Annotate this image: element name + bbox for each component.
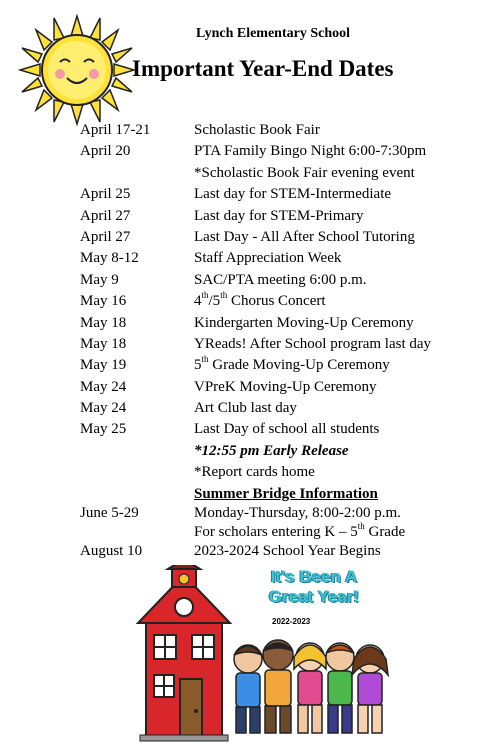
summer-bridge-heading: Summer Bridge Information xyxy=(194,485,378,502)
schedule-row xyxy=(80,377,480,398)
schedule-row xyxy=(80,521,480,541)
sun-smiley-icon xyxy=(18,14,136,126)
schedule-row xyxy=(80,248,480,269)
schedule-date: April 25 xyxy=(80,186,131,203)
schedule-date: May 24 xyxy=(80,378,127,395)
kids-group-icon xyxy=(234,640,388,733)
schedule-event: Scholastic Book Fair xyxy=(194,122,320,138)
schedule-row xyxy=(80,462,480,483)
year-range-label: 2022-2023 xyxy=(272,617,311,626)
schedule-event: SAC/PTA meeting 6:00 p.m. xyxy=(194,271,367,288)
schedule-row xyxy=(80,291,480,312)
schedule-date: May 25 xyxy=(80,421,127,438)
schedule-event: 4th/5th Chorus Concert xyxy=(194,290,326,310)
page-title: Important Year-End Dates xyxy=(132,56,394,81)
report-cards-note: *Report cards home xyxy=(194,464,315,481)
schedule-row xyxy=(80,141,480,162)
school-name: Lynch Elementary School xyxy=(196,26,351,41)
schedule-event: PTA Family Bingo Night 6:00-7:30pm xyxy=(194,143,427,160)
schedule-date: May 9 xyxy=(80,271,119,288)
banner-line-2: Great Year! xyxy=(268,587,360,606)
schedule-row xyxy=(80,484,480,505)
schedule-row xyxy=(80,441,480,462)
schedule-row xyxy=(80,270,480,291)
schedule-row xyxy=(80,505,480,522)
schedule-row xyxy=(80,184,480,205)
schedule-row xyxy=(80,398,480,419)
schedule-date: April 17-21 xyxy=(80,122,151,138)
schedule-event: Last Day of school all students xyxy=(194,421,380,438)
schedule-row xyxy=(80,206,480,227)
schedule-event-note: For scholars entering K – 5th Grade xyxy=(194,521,406,541)
schedule-date: May 18 xyxy=(80,335,127,352)
schedule-row xyxy=(80,355,480,376)
schedule-event: VPreK Moving-Up Ceremony xyxy=(194,378,377,395)
schedule-event: Kindergarten Moving-Up Ceremony xyxy=(194,314,414,331)
schedule-row xyxy=(80,419,480,440)
schedule-date: May 16 xyxy=(80,293,127,310)
schedule-date: May 24 xyxy=(80,400,127,417)
schedule-row xyxy=(80,334,480,355)
great-year-banner xyxy=(248,567,380,607)
schedule-date: May 19 xyxy=(80,357,127,374)
schedule-list xyxy=(80,120,480,562)
schedule-date: August 10 xyxy=(80,543,143,560)
schedule-date: May 18 xyxy=(80,314,127,331)
schedule-row xyxy=(80,163,480,184)
schedule-date: May 8-12 xyxy=(80,250,139,267)
banner-line-1: It's Been A xyxy=(270,567,358,586)
schedule-event: Last Day - All After School Tutoring xyxy=(194,228,415,245)
schedule-row xyxy=(80,120,480,141)
schedule-event: Monday-Thursday, 8:00-2:00 p.m. xyxy=(194,505,401,522)
schedule-event: 5th Grade Moving-Up Ceremony xyxy=(194,354,390,374)
schedule-date: April 27 xyxy=(80,207,131,224)
schedule-event: Staff Appreciation Week xyxy=(194,250,342,267)
schedule-event-note: *Scholastic Book Fair evening event xyxy=(194,164,415,181)
schedule-event: Art Club last day xyxy=(194,400,297,417)
schedule-event: YReads! After School program last day xyxy=(194,335,432,352)
schoolhouse-icon xyxy=(138,565,230,741)
schedule-date: April 27 xyxy=(80,228,131,245)
schedule-event: 2023-2024 School Year Begins xyxy=(194,543,381,560)
schedule-date: June 5-29 xyxy=(80,505,139,522)
schedule-row xyxy=(80,313,480,334)
schedule-date: April 20 xyxy=(80,143,131,160)
early-release-note: *12:55 pm Early Release xyxy=(194,442,349,459)
schedule-event: Last day for STEM-Intermediate xyxy=(194,186,392,203)
schedule-row xyxy=(80,541,480,562)
schedule-row xyxy=(80,227,480,248)
schedule-event: Last day for STEM-Primary xyxy=(194,207,364,224)
